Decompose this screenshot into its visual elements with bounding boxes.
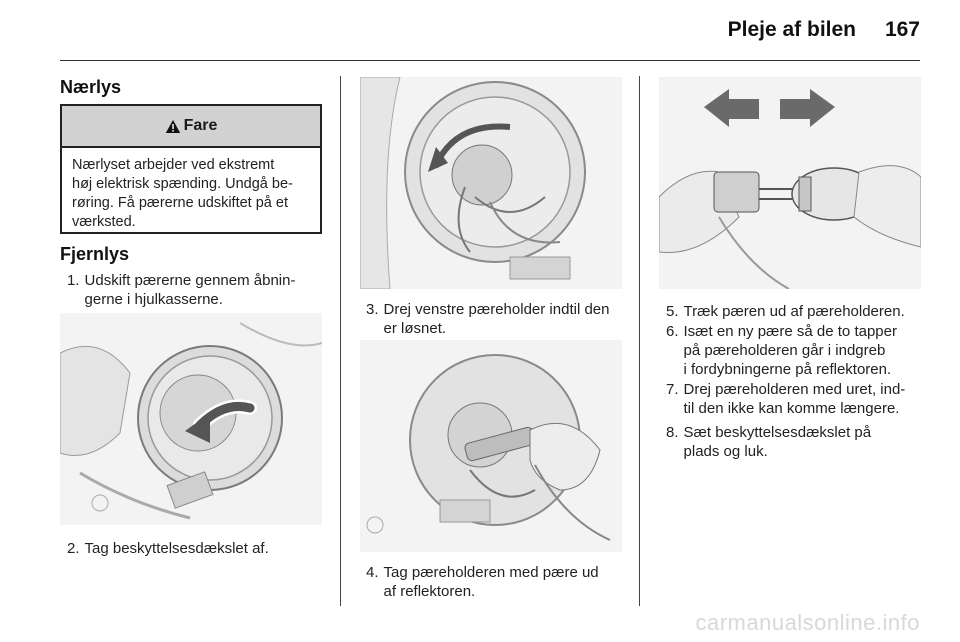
step-text-line: Udskift pærerne gennem åbnin- bbox=[84, 272, 296, 289]
high-beam-title: Fjernlys bbox=[60, 244, 130, 264]
step-text-line: gerne i hjulkasserne. bbox=[84, 291, 223, 308]
step-number: 8. bbox=[666, 424, 679, 441]
step-number: 7. bbox=[666, 381, 679, 398]
step-text-line: i fordybningerne på reflektoren. bbox=[683, 361, 892, 378]
warning-text bbox=[62, 148, 320, 232]
header-rule bbox=[60, 60, 920, 61]
illustration-bulb-extraction bbox=[659, 77, 921, 289]
column-divider-left bbox=[340, 76, 341, 606]
step-text-line: plads og luk. bbox=[683, 443, 768, 460]
step-number: 1. bbox=[67, 272, 80, 289]
warning-line: Nærlyset arbejder ved ekstremt bbox=[72, 157, 275, 173]
warning-triangle-icon bbox=[165, 119, 181, 134]
step-text-line: til den ikke kan komme længere. bbox=[683, 400, 900, 417]
step-text-line: af reflektoren. bbox=[383, 583, 476, 600]
column-divider-right bbox=[639, 76, 640, 606]
illustration-cover-removal bbox=[60, 313, 322, 525]
step-8 bbox=[666, 423, 928, 461]
step-number: 6. bbox=[666, 323, 679, 340]
warning-line: røring. Få pærerne udskiftet på et bbox=[72, 195, 288, 211]
warning-header bbox=[62, 106, 320, 148]
step-text-line: Isæt en ny pære så de to tapper bbox=[683, 323, 897, 340]
step-text-line: Træk pæren ud af pæreholderen. bbox=[683, 303, 905, 320]
section-header-title: Pleje af bilen bbox=[727, 18, 856, 41]
low-beam-title: Nærlys bbox=[60, 77, 122, 97]
step-number: 5. bbox=[666, 303, 679, 320]
step-5 bbox=[666, 302, 928, 321]
step-text-line: på pæreholderen går i indgreb bbox=[683, 342, 886, 359]
step-3 bbox=[366, 300, 628, 338]
step-7 bbox=[666, 380, 928, 418]
warning-line: høj elektrisk spænding. Undgå be- bbox=[72, 176, 293, 192]
step-2 bbox=[67, 539, 329, 558]
step-text-line: er løsnet. bbox=[383, 320, 447, 337]
danger-warning-box bbox=[60, 104, 322, 234]
step-number: 3. bbox=[366, 301, 379, 318]
step-number: 4. bbox=[366, 564, 379, 581]
step-4 bbox=[366, 563, 628, 601]
step-text-line: Drej venstre pæreholder indtil den bbox=[383, 301, 610, 318]
illustration-bulb-holder-turn bbox=[360, 77, 622, 289]
step-text-line: Drej pæreholderen med uret, ind- bbox=[683, 381, 906, 398]
warning-line: værksted. bbox=[72, 214, 136, 230]
watermark: carmanualsonline.info bbox=[695, 610, 920, 635]
illustration-bulb-holder-removal bbox=[360, 340, 622, 552]
step-text-line: Sæt beskyttelsesdækslet på bbox=[683, 424, 872, 441]
step-text-line: Tag beskyttelsesdækslet af. bbox=[84, 540, 269, 557]
step-text-line: Tag pæreholderen med pære ud bbox=[383, 564, 599, 581]
step-1 bbox=[67, 271, 329, 309]
step-number: 2. bbox=[67, 540, 80, 557]
page-number: 167 bbox=[884, 18, 920, 41]
step-6 bbox=[666, 322, 928, 379]
warning-label: Fare bbox=[183, 117, 218, 134]
